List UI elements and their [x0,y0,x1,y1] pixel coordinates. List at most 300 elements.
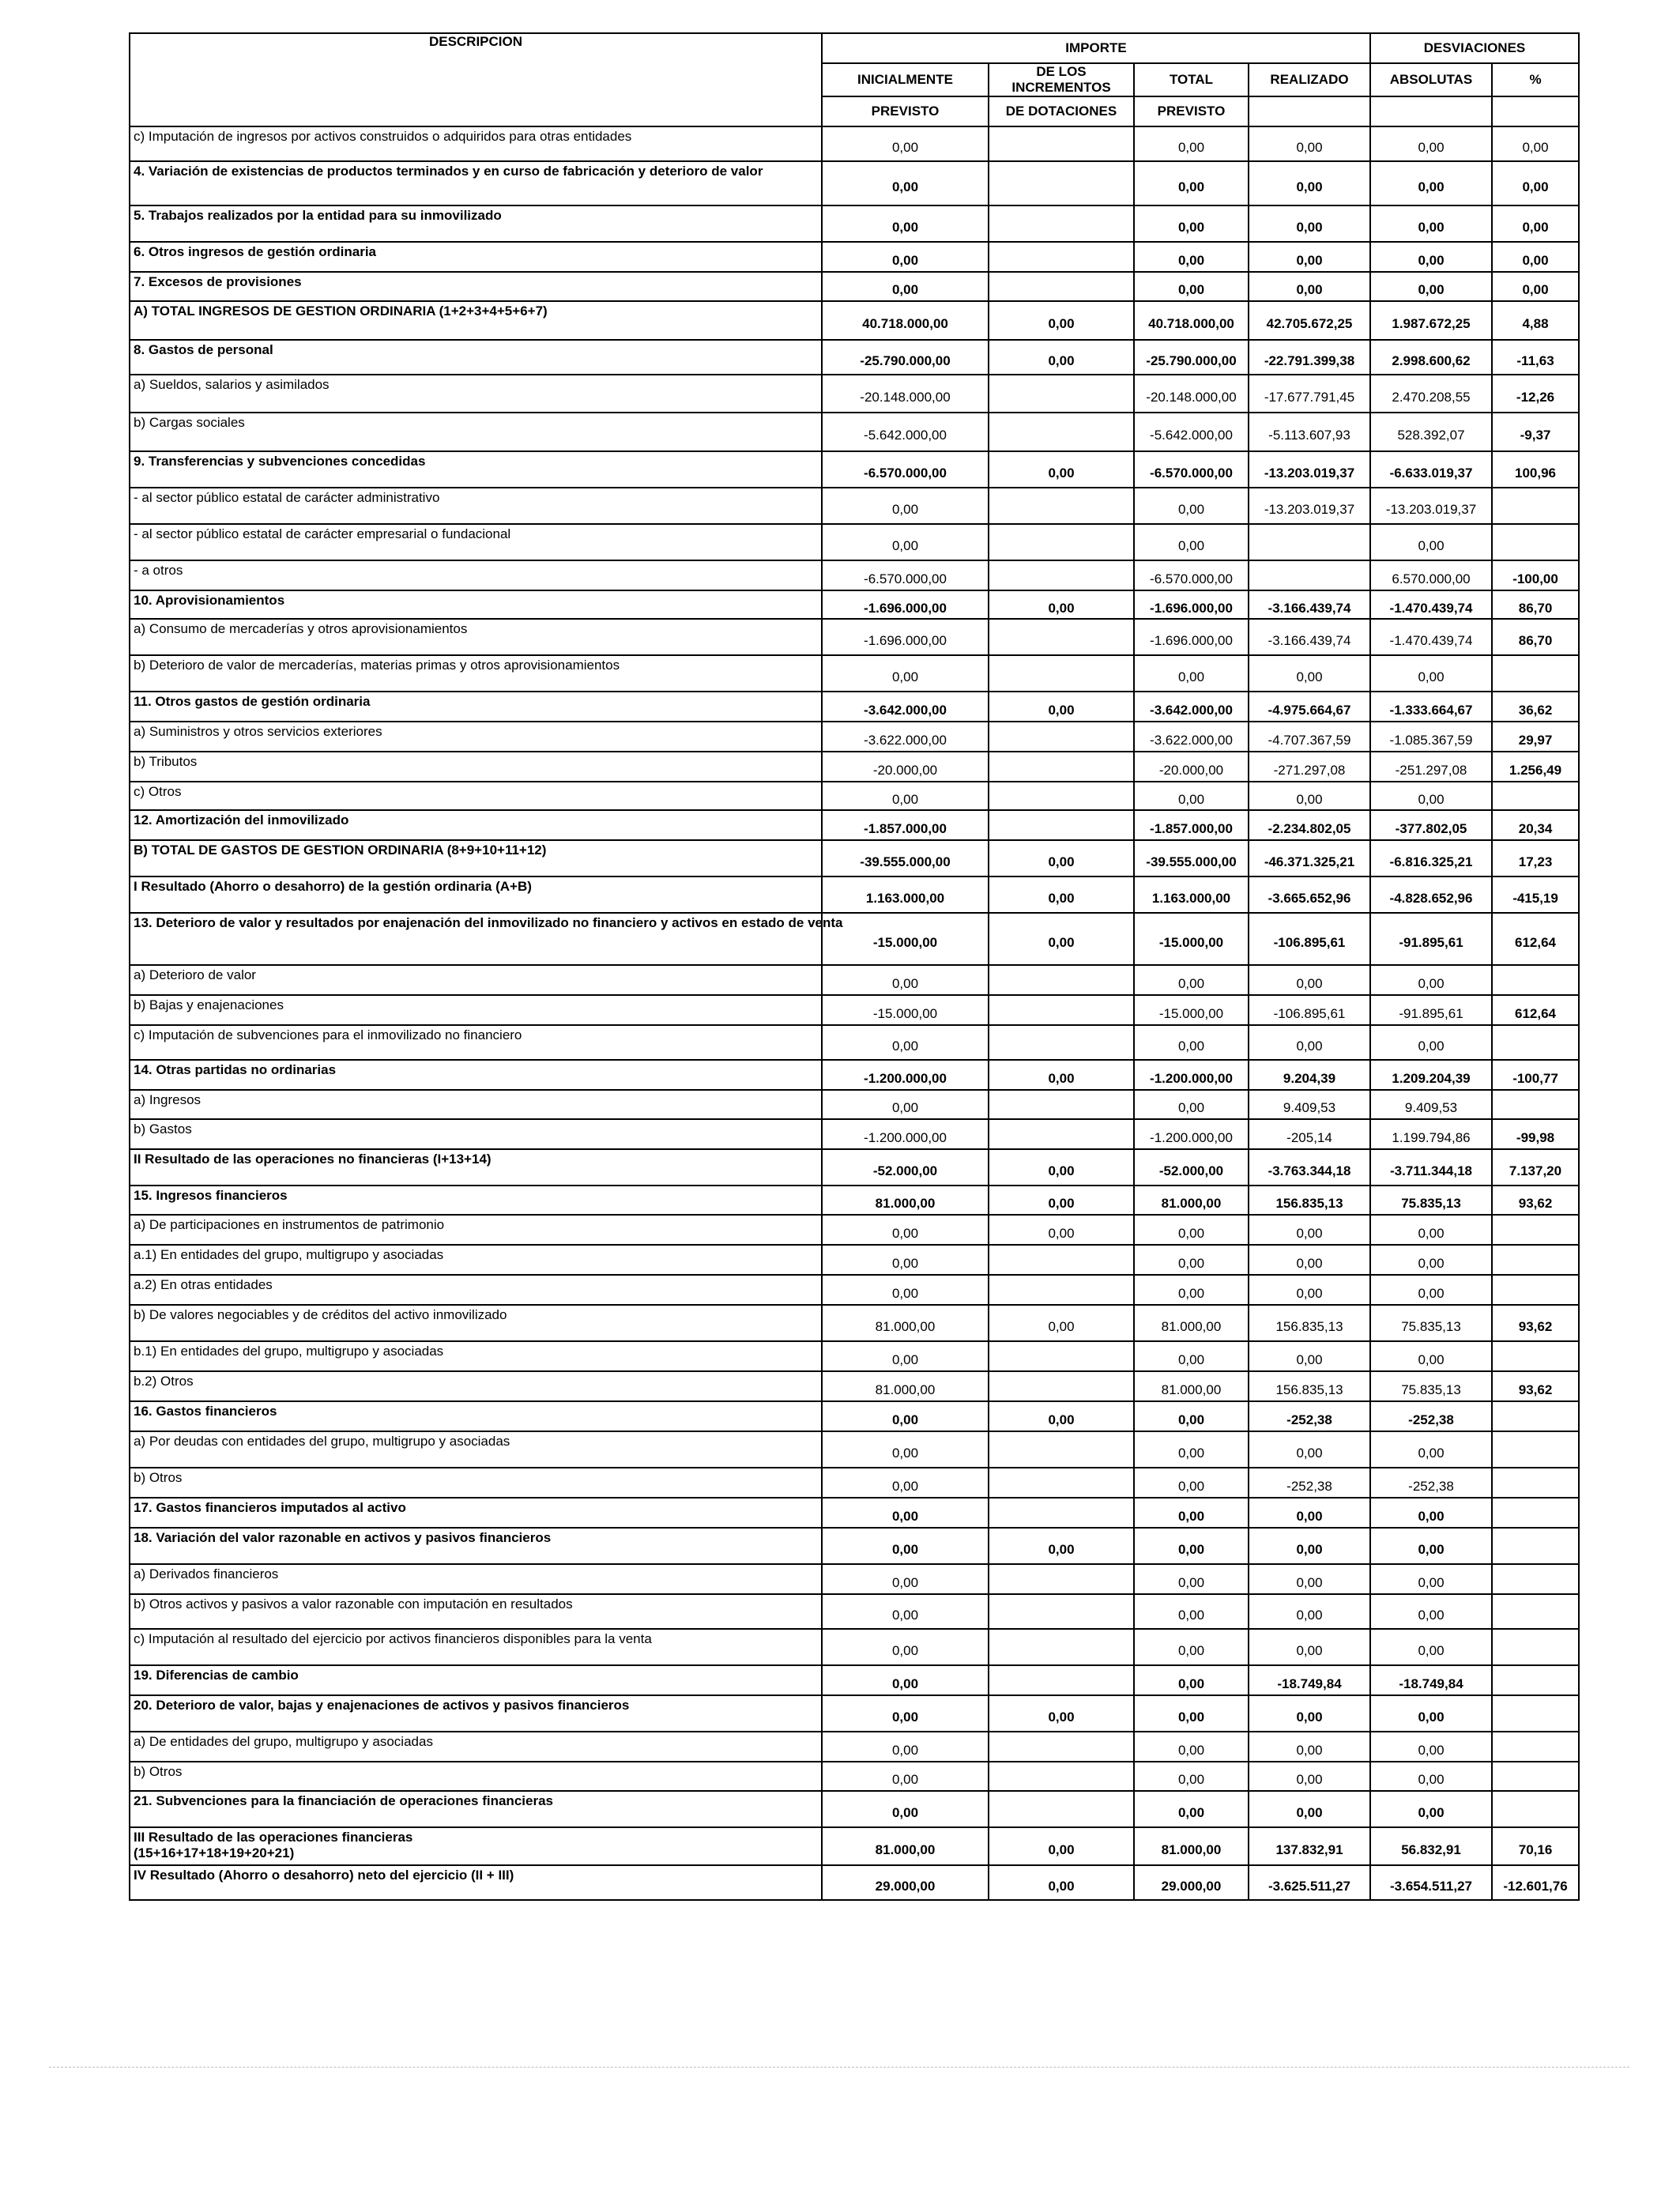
table-row [130,810,1579,840]
cell-total-previsto: 1.163.000,00 [1134,876,1249,913]
cell-desviacion-absoluta: -91.895,61 [1370,995,1492,1025]
cell-desviacion-pct: -12,26 [1492,375,1579,413]
cell-desviacion-pct: -12.601,76 [1492,1865,1579,1900]
cell-desviacion-absoluta: 0,00 [1370,1732,1492,1762]
table-row [130,126,1579,161]
row-description: 17. Gastos financieros imputados al activo [130,1498,822,1528]
cell-desviacion-absoluta: 0,00 [1370,1341,1492,1371]
cell-realizado: 0,00 [1249,1594,1370,1629]
cell-incrementos [989,619,1134,655]
table-row [130,560,1579,590]
header-empty-pct [1492,96,1579,126]
row-description: b) Gastos [130,1119,822,1149]
cell-desviacion-pct: -100,77 [1492,1060,1579,1090]
cell-realizado: 0,00 [1249,1245,1370,1275]
cell-incrementos [989,752,1134,782]
cell-desviacion-pct: 93,62 [1492,1371,1579,1401]
row-description: 21. Subvenciones para la financiación de operaciones financieras [130,1791,822,1827]
cell-desviacion-pct: -100,00 [1492,560,1579,590]
cell-inicialmente-previsto: -6.570.000,00 [822,560,989,590]
budget-execution-table [129,32,1580,1901]
cell-desviacion-absoluta: 0,00 [1370,272,1492,301]
cell-total-previsto: 81.000,00 [1134,1827,1249,1865]
cell-inicialmente-previsto: -5.642.000,00 [822,413,989,451]
cell-realizado: 0,00 [1249,1498,1370,1528]
cell-incrementos: 0,00 [989,301,1134,340]
cell-inicialmente-previsto: 81.000,00 [822,1827,989,1865]
cell-desviacion-pct: 93,62 [1492,1186,1579,1215]
cell-desviacion-absoluta: 0,00 [1370,242,1492,272]
table-row [130,965,1579,995]
cell-total-previsto: 81.000,00 [1134,1186,1249,1215]
cell-total-previsto: -1.696.000,00 [1134,590,1249,619]
cell-realizado: -17.677.791,45 [1249,375,1370,413]
cell-desviacion-pct [1492,782,1579,810]
cell-inicialmente-previsto: 0,00 [822,126,989,161]
cell-total-previsto: 0,00 [1134,1528,1249,1564]
cell-total-previsto: -1.200.000,00 [1134,1119,1249,1149]
cell-desviacion-pct: -11,63 [1492,340,1579,375]
cell-realizado: -252,38 [1249,1468,1370,1498]
cell-incrementos: 0,00 [989,1865,1134,1900]
cell-incrementos [989,1025,1134,1060]
table-row [130,272,1579,301]
cell-desviacion-absoluta: -252,38 [1370,1468,1492,1498]
cell-incrementos [989,1090,1134,1119]
cell-realizado: -3.763.344,18 [1249,1149,1370,1186]
cell-total-previsto: -20.000,00 [1134,752,1249,782]
row-description: 13. Deterioro de valor y resultados por enajenación del inmovilizado no financiero y activos en estado de venta [130,913,822,965]
row-description: 11. Otros gastos de gestión ordinaria [130,692,822,722]
cell-desviacion-pct: 612,64 [1492,995,1579,1025]
table-row [130,1090,1579,1119]
row-description: 9. Transferencias y subvenciones concedidas [130,451,822,488]
cell-inicialmente-previsto: 0,00 [822,1275,989,1305]
cell-desviacion-absoluta: 0,00 [1370,1564,1492,1594]
row-description: III Resultado de las operaciones financieras (15+16+17+18+19+20+21) [130,1827,822,1865]
header-importe: IMPORTE [822,33,1370,63]
cell-incrementos [989,1594,1134,1629]
cell-desviacion-absoluta: -3.654.511,27 [1370,1865,1492,1900]
cell-incrementos: 0,00 [989,1149,1134,1186]
cell-total-previsto: 40.718.000,00 [1134,301,1249,340]
table-row [130,1528,1579,1564]
cell-total-previsto: 0,00 [1134,488,1249,524]
cell-desviacion-pct: 86,70 [1492,619,1579,655]
table-row [130,1468,1579,1498]
cell-inicialmente-previsto: 0,00 [822,1695,989,1732]
cell-realizado: -106.895,61 [1249,995,1370,1025]
cell-incrementos [989,1791,1134,1827]
cell-total-previsto: 0,00 [1134,1665,1249,1695]
cell-desviacion-absoluta: 2.470.208,55 [1370,375,1492,413]
row-description: a) De participaciones en instrumentos de patrimonio [130,1215,822,1245]
cell-desviacion-absoluta: 0,00 [1370,1629,1492,1665]
cell-total-previsto: -15.000,00 [1134,995,1249,1025]
cell-desviacion-absoluta: 9.409,53 [1370,1090,1492,1119]
cell-incrementos: 0,00 [989,590,1134,619]
cell-desviacion-pct: -415,19 [1492,876,1579,913]
table-body [130,126,1579,1900]
table-row [130,340,1579,375]
table-row [130,1865,1579,1900]
row-description: b) Cargas sociales [130,413,822,451]
cell-desviacion-pct [1492,1695,1579,1732]
cell-total-previsto: 0,00 [1134,1025,1249,1060]
row-description: 20. Deterioro de valor, bajas y enajenaciones de activos y pasivos financieros [130,1695,822,1732]
table-row [130,1060,1579,1090]
row-description: 12. Amortización del inmovilizado [130,810,822,840]
table-row [130,1431,1579,1468]
cell-total-previsto: 0,00 [1134,161,1249,205]
cell-realizado: -22.791.399,38 [1249,340,1370,375]
table-row [130,1275,1579,1305]
table-row [130,619,1579,655]
cell-inicialmente-previsto: 0,00 [822,1245,989,1275]
cell-total-previsto: 0,00 [1134,1594,1249,1629]
cell-realizado: 156.835,13 [1249,1371,1370,1401]
header-absolutas: ABSOLUTAS [1370,63,1492,96]
cell-incrementos [989,782,1134,810]
cell-incrementos: 0,00 [989,340,1134,375]
cell-total-previsto: -15.000,00 [1134,913,1249,965]
table-row [130,1695,1579,1732]
table-row [130,242,1579,272]
cell-total-previsto: 0,00 [1134,1245,1249,1275]
header-empty-realizado [1249,96,1370,126]
cell-incrementos [989,1245,1134,1275]
table-row [130,524,1579,560]
cell-total-previsto: -1.200.000,00 [1134,1060,1249,1090]
cell-total-previsto: 0,00 [1134,242,1249,272]
row-description: a) Ingresos [130,1090,822,1119]
cell-realizado: 0,00 [1249,1431,1370,1468]
cell-incrementos [989,722,1134,752]
cell-incrementos [989,242,1134,272]
table-row [130,1791,1579,1827]
cell-desviacion-pct: 100,96 [1492,451,1579,488]
row-description: 16. Gastos financieros [130,1401,822,1431]
cell-realizado: -271.297,08 [1249,752,1370,782]
cell-incrementos: 0,00 [989,692,1134,722]
table-row [130,995,1579,1025]
table-row [130,1665,1579,1695]
cell-desviacion-absoluta: 1.987.672,25 [1370,301,1492,340]
cell-desviacion-absoluta: -6.816.325,21 [1370,840,1492,876]
table-row [130,413,1579,451]
cell-incrementos [989,560,1134,590]
cell-total-previsto: -3.642.000,00 [1134,692,1249,722]
cell-realizado: -4.975.664,67 [1249,692,1370,722]
cell-inicialmente-previsto: -15.000,00 [822,995,989,1025]
table-row [130,782,1579,810]
cell-inicialmente-previsto: 0,00 [822,1732,989,1762]
cell-desviacion-pct: 4,88 [1492,301,1579,340]
table-row [130,1305,1579,1341]
cell-realizado: 0,00 [1249,272,1370,301]
cell-incrementos [989,1371,1134,1401]
cell-inicialmente-previsto: 0,00 [822,1215,989,1245]
cell-realizado: -4.707.367,59 [1249,722,1370,752]
table-row [130,1401,1579,1431]
cell-total-previsto: -5.642.000,00 [1134,413,1249,451]
table-row [130,1594,1579,1629]
cell-desviacion-absoluta: -18.749,84 [1370,1665,1492,1695]
cell-total-previsto: 0,00 [1134,965,1249,995]
table-row [130,692,1579,722]
cell-total-previsto: 0,00 [1134,272,1249,301]
row-description: 7. Excesos de provisiones [130,272,822,301]
row-description: B) TOTAL DE GASTOS DE GESTION ORDINARIA (8+9+10+11+12) [130,840,822,876]
row-description: - al sector público estatal de carácter empresarial o fundacional [130,524,822,560]
cell-incrementos [989,1629,1134,1665]
cell-desviacion-pct [1492,1732,1579,1762]
cell-realizado: 0,00 [1249,655,1370,692]
cell-desviacion-absoluta: 6.570.000,00 [1370,560,1492,590]
cell-total-previsto: 0,00 [1134,782,1249,810]
cell-desviacion-absoluta: 0,00 [1370,1215,1492,1245]
cell-inicialmente-previsto: 0,00 [822,1468,989,1498]
row-description: b) Otros [130,1762,822,1791]
row-description: A) TOTAL INGRESOS DE GESTION ORDINARIA (1+2+3+4+5+6+7) [130,301,822,340]
row-description: 18. Variación del valor razonable en activos y pasivos financieros [130,1528,822,1564]
table-row [130,161,1579,205]
cell-inicialmente-previsto: -20.000,00 [822,752,989,782]
row-description: 4. Variación de existencias de productos terminados y en curso de fabricación y deterioro de valor [130,161,822,205]
row-description: IV Resultado (Ahorro o desahorro) neto del ejercicio (II + III) [130,1865,822,1900]
cell-inicialmente-previsto: 0,00 [822,1341,989,1371]
cell-inicialmente-previsto: -39.555.000,00 [822,840,989,876]
cell-realizado: 0,00 [1249,1791,1370,1827]
row-description: b) Otros [130,1468,822,1498]
table-row [130,1762,1579,1791]
cell-realizado: 0,00 [1249,1695,1370,1732]
row-description: 5. Trabajos realizados por la entidad para su inmovilizado [130,205,822,242]
cell-inicialmente-previsto: 0,00 [822,1498,989,1528]
cell-total-previsto: 0,00 [1134,1762,1249,1791]
cell-total-previsto: -1.696.000,00 [1134,619,1249,655]
cell-incrementos [989,1275,1134,1305]
cell-desviacion-absoluta: 0,00 [1370,1431,1492,1468]
row-description: 15. Ingresos financieros [130,1186,822,1215]
cell-realizado: 0,00 [1249,965,1370,995]
header-descripcion: DESCRIPCION [130,33,822,126]
page-divider [49,2067,1629,2068]
cell-inicialmente-previsto: -1.857.000,00 [822,810,989,840]
cell-total-previsto: 0,00 [1134,1431,1249,1468]
cell-inicialmente-previsto: 81.000,00 [822,1371,989,1401]
cell-realizado: 9.409,53 [1249,1090,1370,1119]
cell-desviacion-pct [1492,1341,1579,1371]
cell-incrementos [989,272,1134,301]
cell-inicialmente-previsto: 0,00 [822,205,989,242]
cell-desviacion-absoluta: 0,00 [1370,965,1492,995]
cell-desviacion-absoluta: 75.835,13 [1370,1186,1492,1215]
cell-desviacion-absoluta: 0,00 [1370,1594,1492,1629]
cell-realizado: -18.749,84 [1249,1665,1370,1695]
header-total: TOTAL [1134,63,1249,96]
row-description: c) Imputación de subvenciones para el inmovilizado no financiero [130,1025,822,1060]
cell-desviacion-pct [1492,655,1579,692]
cell-total-previsto: 0,00 [1134,1791,1249,1827]
cell-realizado: -3.166.439,74 [1249,590,1370,619]
row-description: 14. Otras partidas no ordinarias [130,1060,822,1090]
cell-desviacion-pct: 36,62 [1492,692,1579,722]
cell-realizado: -106.895,61 [1249,913,1370,965]
cell-realizado: 0,00 [1249,1732,1370,1762]
cell-desviacion-absoluta: -3.711.344,18 [1370,1149,1492,1186]
cell-total-previsto: 0,00 [1134,524,1249,560]
row-description: a.2) En otras entidades [130,1275,822,1305]
cell-desviacion-pct: 17,23 [1492,840,1579,876]
cell-total-previsto: 0,00 [1134,655,1249,692]
cell-inicialmente-previsto: 0,00 [822,1665,989,1695]
row-description: a) Derivados financieros [130,1564,822,1594]
header-inicialmente: INICIALMENTE [822,63,989,96]
cell-inicialmente-previsto: -1.696.000,00 [822,619,989,655]
row-description: a.1) En entidades del grupo, multigrupo y asociadas [130,1245,822,1275]
row-description: a) Sueldos, salarios y asimilados [130,375,822,413]
cell-inicialmente-previsto: 0,00 [822,272,989,301]
cell-inicialmente-previsto: -6.570.000,00 [822,451,989,488]
cell-inicialmente-previsto: 0,00 [822,242,989,272]
cell-inicialmente-previsto: 0,00 [822,1401,989,1431]
cell-desviacion-pct: 0,00 [1492,242,1579,272]
cell-incrementos [989,995,1134,1025]
cell-inicialmente-previsto: 0,00 [822,655,989,692]
cell-desviacion-absoluta: 0,00 [1370,524,1492,560]
cell-incrementos [989,1341,1134,1371]
cell-desviacion-pct: 7.137,20 [1492,1149,1579,1186]
row-description: a) De entidades del grupo, multigrupo y asociadas [130,1732,822,1762]
row-description: b) Bajas y enajenaciones [130,995,822,1025]
cell-inicialmente-previsto: -1.696.000,00 [822,590,989,619]
row-description: a) Deterioro de valor [130,965,822,995]
cell-desviacion-absoluta: 0,00 [1370,1791,1492,1827]
cell-realizado: 0,00 [1249,1275,1370,1305]
row-description: - a otros [130,560,822,590]
cell-desviacion-pct: -99,98 [1492,1119,1579,1149]
table-row [130,1498,1579,1528]
cell-realizado: 137.832,91 [1249,1827,1370,1865]
cell-total-previsto: 0,00 [1134,1468,1249,1498]
cell-realizado: 0,00 [1249,1341,1370,1371]
cell-total-previsto: 81.000,00 [1134,1305,1249,1341]
row-description: a) Consumo de mercaderías y otros aprovisionamientos [130,619,822,655]
cell-desviacion-absoluta: -1.470.439,74 [1370,590,1492,619]
header-incrementos: DE LOS INCREMENTOS [989,63,1134,96]
cell-inicialmente-previsto: 0,00 [822,965,989,995]
cell-desviacion-pct [1492,1791,1579,1827]
cell-total-previsto: -20.148.000,00 [1134,375,1249,413]
cell-desviacion-pct [1492,1564,1579,1594]
cell-desviacion-pct [1492,965,1579,995]
cell-desviacion-pct [1492,1275,1579,1305]
cell-desviacion-pct: 0,00 [1492,126,1579,161]
cell-total-previsto: -1.857.000,00 [1134,810,1249,840]
cell-incrementos [989,1665,1134,1695]
cell-incrementos [989,1762,1134,1791]
cell-inicialmente-previsto: 0,00 [822,1090,989,1119]
cell-total-previsto: 0,00 [1134,1695,1249,1732]
row-description: I Resultado (Ahorro o desahorro) de la gestión ordinaria (A+B) [130,876,822,913]
cell-desviacion-pct [1492,1215,1579,1245]
cell-desviacion-pct [1492,1468,1579,1498]
cell-inicialmente-previsto: -20.148.000,00 [822,375,989,413]
cell-realizado: 0,00 [1249,1629,1370,1665]
cell-desviacion-pct [1492,524,1579,560]
cell-total-previsto: 0,00 [1134,205,1249,242]
cell-desviacion-absoluta: -4.828.652,96 [1370,876,1492,913]
cell-inicialmente-previsto: 0,00 [822,488,989,524]
cell-incrementos [989,524,1134,560]
cell-incrementos: 0,00 [989,1305,1134,1341]
cell-desviacion-absoluta: 0,00 [1370,1245,1492,1275]
cell-incrementos: 0,00 [989,1528,1134,1564]
table-row [130,752,1579,782]
cell-inicialmente-previsto: 0,00 [822,1762,989,1791]
cell-desviacion-absoluta: 2.998.600,62 [1370,340,1492,375]
table-row [130,451,1579,488]
cell-inicialmente-previsto: 0,00 [822,1528,989,1564]
cell-inicialmente-previsto: 0,00 [822,524,989,560]
cell-inicialmente-previsto: 40.718.000,00 [822,301,989,340]
cell-total-previsto: 0,00 [1134,1275,1249,1305]
header-realizado: REALIZADO [1249,63,1370,96]
cell-desviacion-absoluta: -91.895,61 [1370,913,1492,965]
cell-desviacion-pct: 1.256,49 [1492,752,1579,782]
header-previsto-inicial: PREVISTO [822,96,989,126]
cell-total-previsto: -39.555.000,00 [1134,840,1249,876]
cell-desviacion-absoluta: 0,00 [1370,1528,1492,1564]
cell-realizado [1249,560,1370,590]
cell-inicialmente-previsto: -15.000,00 [822,913,989,965]
cell-incrementos [989,655,1134,692]
cell-desviacion-absoluta: 0,00 [1370,655,1492,692]
cell-desviacion-pct [1492,1401,1579,1431]
cell-total-previsto: 0,00 [1134,1090,1249,1119]
row-description: 10. Aprovisionamientos [130,590,822,619]
cell-total-previsto: 29.000,00 [1134,1865,1249,1900]
cell-incrementos [989,161,1134,205]
header-desviaciones: DESVIACIONES [1370,33,1579,63]
cell-realizado: 0,00 [1249,1564,1370,1594]
cell-incrementos [989,375,1134,413]
table-row [130,488,1579,524]
table-row [130,1186,1579,1215]
table-row [130,590,1579,619]
cell-realizado: -46.371.325,21 [1249,840,1370,876]
cell-desviacion-pct: -9,37 [1492,413,1579,451]
row-description: b) Deterioro de valor de mercaderías, materias primas y otros aprovisionamientos [130,655,822,692]
cell-desviacion-pct: 612,64 [1492,913,1579,965]
cell-desviacion-absoluta: 0,00 [1370,205,1492,242]
table-row [130,722,1579,752]
cell-realizado: 156.835,13 [1249,1305,1370,1341]
row-description: a) Suministros y otros servicios exteriores [130,722,822,752]
table-row [130,1827,1579,1865]
table-row [130,1629,1579,1665]
cell-total-previsto: -25.790.000,00 [1134,340,1249,375]
row-description: b) Tributos [130,752,822,782]
cell-incrementos [989,488,1134,524]
cell-desviacion-absoluta: -377.802,05 [1370,810,1492,840]
cell-realizado: 0,00 [1249,1215,1370,1245]
cell-realizado: 0,00 [1249,161,1370,205]
cell-desviacion-pct [1492,1090,1579,1119]
cell-total-previsto: -3.622.000,00 [1134,722,1249,752]
cell-desviacion-pct [1492,1498,1579,1528]
